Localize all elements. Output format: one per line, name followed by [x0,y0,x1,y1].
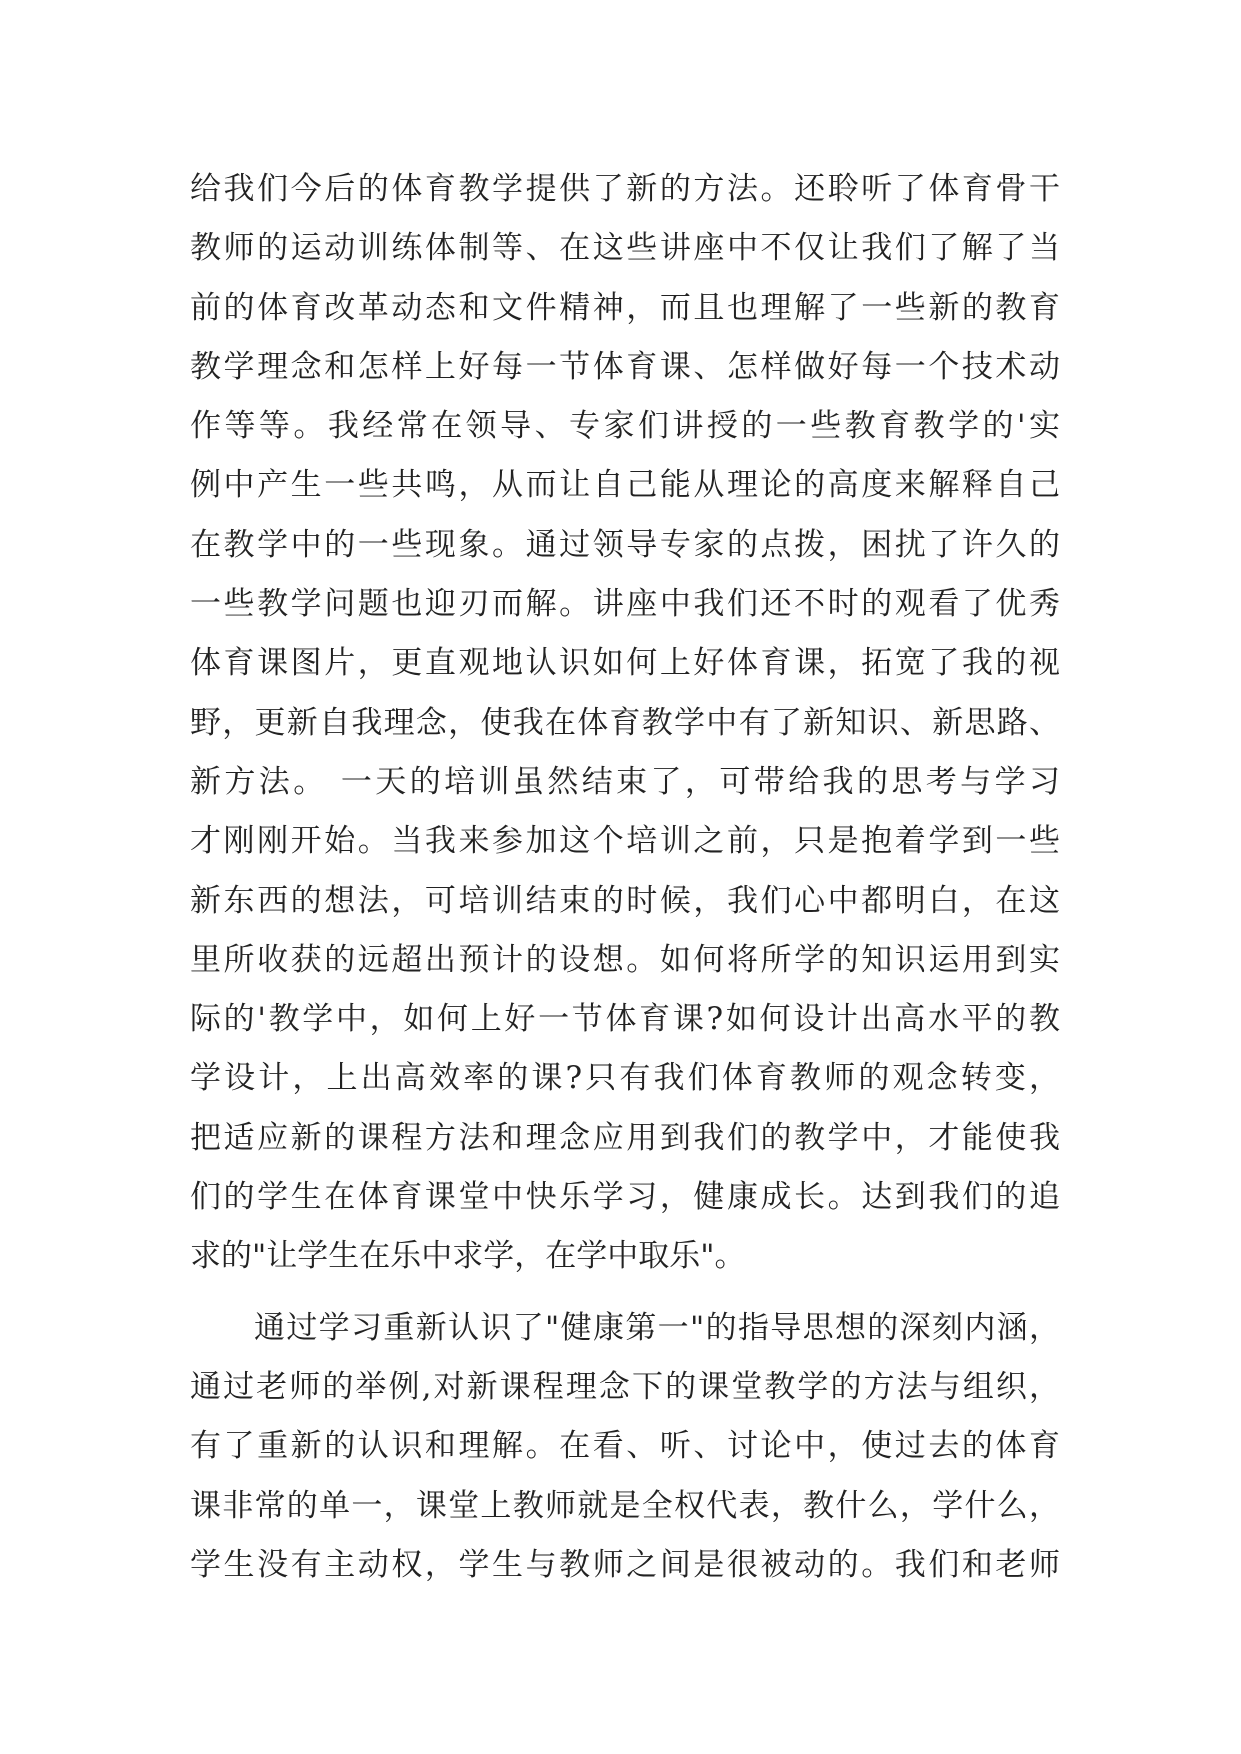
paragraph-spacer [190,1287,1060,1299]
text-line: 作等等。我经常在领导、专家们讲授的一些教育教学的'实 [190,408,1060,445]
text-line: 给我们今后的体育教学提供了新的方法。还聆听了体育骨干 [190,171,1060,207]
text-line: 野，更新自我理念，使我在体育教学中有了新知识、新思路、 [190,704,1060,741]
text-line: 有了重新的认识和理解。在看、听、讨论中，使过去的体育 [190,1428,1060,1465]
text-line: 课非常的单一，课堂上教师就是全权代表，教什么，学什么， [190,1487,1060,1524]
text-line: 求的"让学生在乐中求学，在学中取乐"。 [190,1238,746,1275]
text-line: 前的体育改革动态和文件精神，而且也理解了一些新的教育 [190,289,1060,326]
text-line: 通过学习重新认识了"健康第一"的指导思想的深刻内涵， [254,1309,1060,1346]
body-text [190,160,1060,1595]
paragraph-1 [190,160,1060,1287]
text-line: 通过老师的举例,对新课程理念下的课堂教学的方法与组织， [190,1368,1060,1405]
text-line: 例中产生一些共鸣，从而让自己能从理论的高度来解释自己 [190,467,1060,504]
text-line: 教师的运动训练体制等、在这些讲座中不仅让我们了解了当 [190,230,1060,267]
text-line: 学设计，上出高效率的课?只有我们体育教师的观念转变， [190,1060,1060,1097]
text-line: 学生没有主动权，学生与教师之间是很被动的。我们和老师 [190,1546,1060,1583]
text-line: 们的学生在体育课堂中快乐学习，健康成长。达到我们的追 [190,1179,1060,1216]
text-line: 教学理念和怎样上好每一节体育课、怎样做好每一个技术动 [190,348,1060,385]
text-line: 才刚刚开始。当我来参加这个培训之前，只是抱着学到一些 [190,823,1060,860]
text-line: 体育课图片，更直观地认识如何上好体育课，拓宽了我的视 [190,645,1060,682]
text-line: 新东西的想法，可培训结束的时候，我们心中都明白，在这 [190,882,1060,919]
text-line: 里所收获的远超出预计的设想。如何将所学的知识运用到实 [190,941,1060,978]
text-line: 把适应新的课程方法和理念应用到我们的教学中，才能使我 [190,1119,1060,1156]
text-line: 际的'教学中，如何上好一节体育课?如何设计出高水平的教 [190,1001,1060,1038]
text-line: 新方法。 一天的培训虽然结束了，可带给我的思考与学习 [190,763,1060,800]
paragraph-2 [190,1299,1060,1595]
text-line: 在教学中的一些现象。通过领导专家的点拨，困扰了许久的 [190,526,1060,563]
text-line: 一些教学问题也迎刃而解。讲座中我们还不时的观看了优秀 [190,586,1060,623]
